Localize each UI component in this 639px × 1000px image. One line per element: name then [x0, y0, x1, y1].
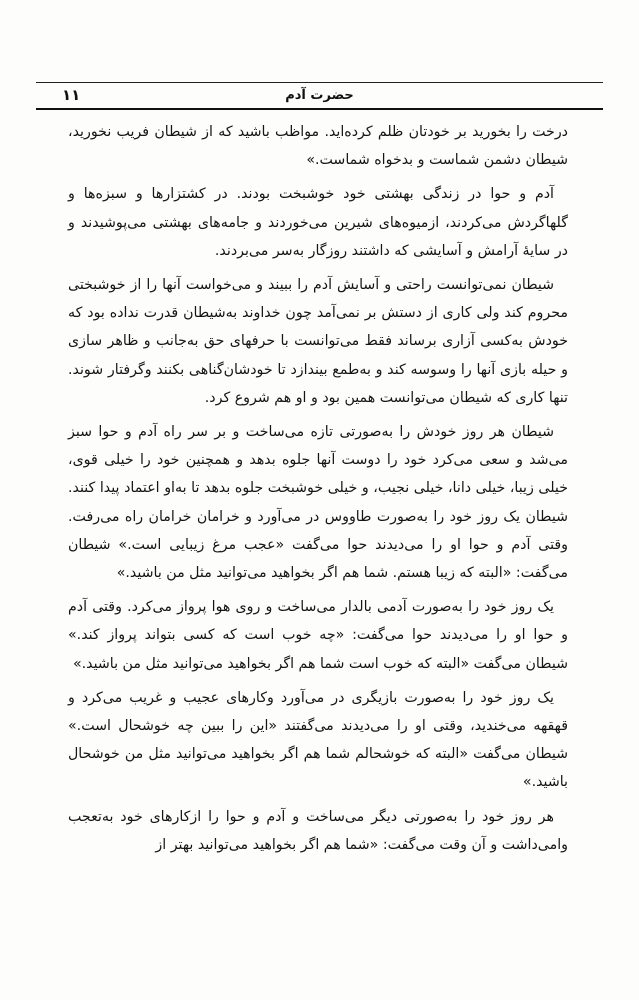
page-number: ۱۱: [62, 86, 81, 104]
running-title: حضرت آدم: [285, 88, 354, 103]
paragraph: هر روز خود را به‌صورتی دیگر می‌ساخت و آدم و حوا را ازکارهای خود به‌تعجب وامی‌داشت و آن وقت می‌گفت: «شما هم اگر بخواهید می‌توانید بهتر از: [68, 808, 568, 853]
paragraph: یک روز خود را به‌صورت بازیگری در می‌آورد وکارهای عجیب و غریب می‌کرد و قهقهه می‌خندید، وقتی او را می‌دیدند می‌گفتند «این را ببین چه خوشحال است.» شیطان می‌گفت «البته که خوشحالم شما هم اگر بخواهید می‌توانید مثل من خوشحال باشید.»: [68, 689, 568, 791]
page-header: [36, 82, 603, 112]
header-bottom-rule: [36, 108, 603, 110]
paragraph: درخت را بخورید بر خودتان ظلم کرده‌اید. مواظب باشید که از شیطان فریب نخورید، شیطان دشمن شماست و بدخواه شماست.»: [68, 124, 568, 169]
paragraph: شیطان نمی‌توانست راحتی و آسایش آدم را ببیند و می‌خواست آنها را از خوشبختی محروم کند ولی کاری از دستش بر نمی‌آمد چون خداوند به‌شیطان قدرت نداده بود که خودش به‌کسی آزاری برساند فقط می‌توانست با حرفهای حق به‌جانب و ظاهر سازی و حیله بازی آنها را وسوسه کند و به‌طمع بیندازد تا خودشان‌گناهی بکنند وگرفتار شوند. تنها کاری که شیطان می‌توانست همین بود و او هم شروع کرد.: [68, 277, 568, 406]
body-text: [68, 118, 568, 865]
paragraph: شیطان هر روز خودش را به‌صورتی تازه می‌ساخت و بر سر راه آدم و حوا سبز می‌شد و سعی می‌کرد خود را دوست آنها جلوه بدهد و همچنین خود را خیلی قوی، خیلی زیبا، خیلی دانا، خیلی نجیب، و خیلی خوشبخت جلوه بدهد تا به‌او اعتماد پیدا کنند. شیطان یک روز خود را به‌صورت طاووس در می‌آورد و خرامان خرامان راه می‌رفت. وقتی آدم و حوا او را می‌دیدند حوا می‌گفت «عجب مرغ زیبایی است.» شیطان می‌گفت: «البته که زیبا هستم. شما هم اگر بخواهید می‌توانید مثل من باشید.»: [68, 424, 568, 582]
paragraph: آدم و حوا در زندگی بهشتی خود خوشبخت بودند. در کشتزارها و سبزه‌ها و گلهاگردش می‌کردند، ازمیوه‌های شیرین می‌خوردند و جامه‌های بهشتی می‌پوشیدند و در سایهٔ آرامش و آسایشی که داشتند روزگار به‌سر می‌بردند.: [68, 186, 568, 259]
paragraph: یک روز خود را به‌صورت آدمی بالدار می‌ساخت و روی هوا پرواز می‌کرد. وقتی آدم و حوا او را می‌دیدند حوا می‌گفت: «چه خوب است که کسی بتواند پرواز کند.» شیطان می‌گفت «البته که خوب است شما هم اگر بخواهید می‌توانید مثل من باشید.»: [68, 599, 568, 672]
header-top-rule: [36, 82, 603, 83]
